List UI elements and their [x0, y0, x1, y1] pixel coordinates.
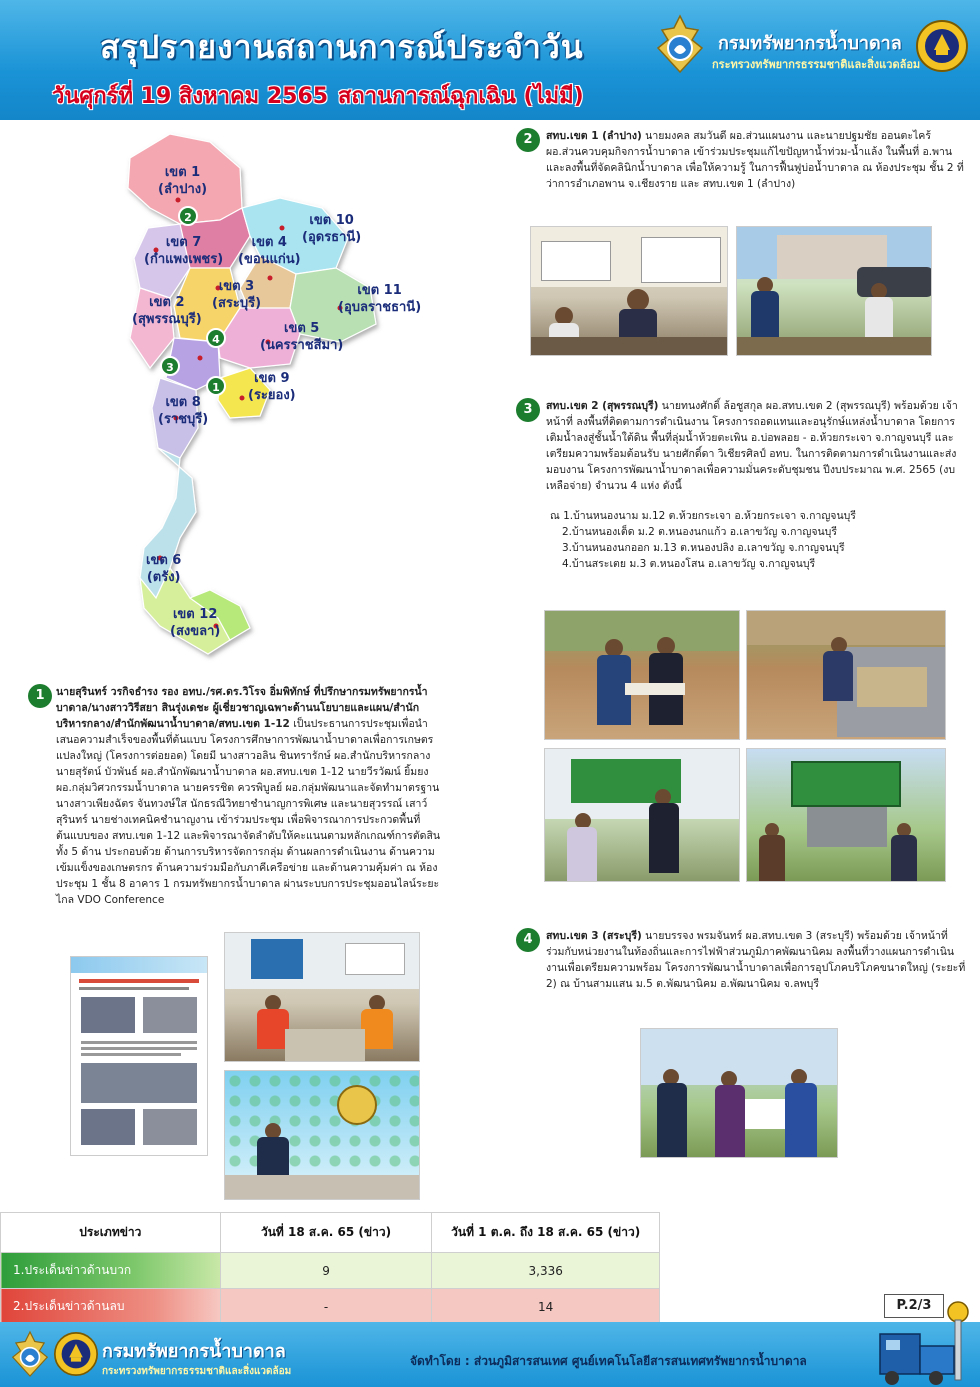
zone-name: เขต 8 — [165, 395, 201, 410]
emergency-status: สถานการณ์ฉุกเฉิน (ไม่มี) — [338, 84, 584, 109]
table-row-negative — [1, 1289, 660, 1325]
photo-vdo-conference — [224, 1070, 420, 1200]
item-number-badge: 4 — [516, 928, 540, 952]
region-label-zone5 — [260, 320, 343, 354]
list-item: 3.บ้านหนองนกออก ม.13 ต.หนองปลิง อ.เลาขวัญ จ.กาญจนบุรี — [562, 542, 845, 554]
region-label-zone8 — [158, 394, 208, 428]
item-3-location-list — [546, 508, 966, 572]
zone-province: (อุบลราชธานี) — [338, 300, 422, 315]
photo-meeting-conference — [224, 932, 420, 1062]
item-number-badge: 1 — [28, 684, 52, 708]
zone-province: (สงขลา) — [170, 624, 221, 639]
zone-province: (ราชบุรี) — [158, 412, 209, 427]
footer-producer: จัดทำโดย : ส่วนภูมิสารสนเทศ ศูนย์เทคโนโลยีสารสนเทศทรัพยากรน้ำบาดาล — [410, 1354, 807, 1368]
zone-name: เขต 9 — [254, 371, 290, 386]
map-marker-2: 2 — [178, 206, 198, 226]
photo-site-inspection-1 — [544, 610, 740, 740]
item-4-body: นายบรรจง พรมจันทร์ ผอ.สทบ.เขต 3 (สระบุรี) พร้อมด้วย เจ้าหน้าที่ ร่วมกับหน่วยงานในท้องถิ่นและการไฟฟ้าส่วนภูมิภาคพัฒนานิคม ลงพื้นที่วางแผนการดำเนินงานเพื่อเตรียมความพร้อม โครงการพัฒนาน้ำบาดาลเพื่อการอุปโภคบริโภคขนาดใหญ่ (ระยะที่ 2) ณ บ้านสามแสน ม.5 ต.พัฒนานิคม อ.พัฒนานิคม จ.ลพบุรี — [546, 930, 966, 990]
region-label-zone6 — [146, 552, 181, 586]
zone-name: เขต 4 — [251, 235, 287, 250]
groundwater-dept-emblem-icon — [8, 1330, 52, 1378]
region-label-zone10 — [302, 212, 361, 246]
zone-province: (อุดรธานี) — [302, 230, 362, 245]
header-banner — [0, 0, 980, 120]
page-title: สรุปรายงานสถานการณ์ประจำวัน — [100, 28, 584, 66]
footer-ministry-name: กระทรวงทรัพยากรธรรมชาติและสิ่งแวดล้อม — [102, 1366, 292, 1377]
zone-name: เขต 1 — [164, 165, 201, 180]
zone-province: (ตรัง) — [146, 570, 181, 585]
item-2-body: นายมงคล สมวันดี ผอ.ส่วนแผนงาน และนายปฐมชัย ออนตะไคร้ ผอ.ส่วนควบคุมกิจการน้ำบาดาล เข้าร่วมประชุมแก้ไขปัญหาน้ำท่วม-น้ำแล้ง ในพื้นที่ อ.พาน และลงพื้นที่จัดคลินิกน้ำบาดาล เพื่อให้ความรู้ ในการฟื้นฟูบ่อน้ำบาดาล ณ ห้องประชุม ชั้น 2 ที่ว่าการอำเภอพาน จ.เชียงราย และ สทบ.เขต 1 (ลำปาง) — [546, 130, 964, 190]
groundwater-dept-emblem-icon — [652, 14, 708, 74]
region-label-zone12 — [170, 606, 220, 640]
report-date: วันศุกร์ที่ 19 สิงหาคม 2565 — [52, 84, 329, 109]
news-summary-table — [0, 1212, 660, 1325]
map-marker-3: 3 — [160, 356, 180, 376]
list-item: ณ 1.บ้านหนองนาม ม.12 ต.ห้วยกระเจา อ.ห้วยกระเจา จ.กาญจนบุรี — [550, 510, 856, 522]
item-2-heading: สทบ.เขต 1 (ลำปาง) — [546, 130, 642, 142]
item-1-body: เป็นประธานการประชุมเพื่อนำเสนอความสำเร็จของพื้นที่ต้นแบบ โครงการศึกษาการพัฒนาน้ำบาดาลเพื่อการเกษตรแปลงใหญ่ (โครงการต่อยอด) โดยมี นางสาวอลิน ชินทรารักษ์ ผอ.สำนักบริหารกลาง นายสุรัตน์ บัวพันธ์ ผอ.สำนักพัฒนาน้ำบาดาล ผอ.สทบ.เขต 1-12 นายวีรวัฒน์ ยิ้มยง ผอ.กลุ่มวิศวกรรมน้ำบาดาล นายครรชิต ควรพิบูลย์ ผอ.กลุ่มพัฒนาและจัดทำมาตรฐาน นางสาวเพียงฉัตร จันทวงษ์ใส นักธรณีวิทยาชำนาญการพิเศษ และนายสุวรรณ์ เสาว์สุรินทร์ นายช่างเทคนิคชำนาญงาน เข้าร่วมประชุม เพื่อพิจารณาการประกวดพื้นที่ต้นแบบของ สทบ.เขต 1-12 และพิจารณาจัดลำดับให้คะแนนตามหลักเกณฑ์การตัดสินทั้ง 5 ด้าน ประกอบด้วย ด้านการบริหารจัดการกลุ่ม ด้านผลการดำเนินงาน ด้านความเข้มแข็งของเกษตรกร ด้านความร่วมมือกับภาคีเครือข่าย และด้านความคุ้มค่า ณ ห้องประชุม 1 ชั้น 8 อาคาร 1 กรมทรัพยากรน้ำบาดาล ผ่านระบบการประชุมออนไลน์ระยะไกล VDO Conference — [56, 718, 441, 906]
zone-province: (สระบุรี) — [212, 296, 262, 311]
photo-meeting-room — [530, 226, 728, 356]
photo-planning-site — [640, 1028, 838, 1158]
zone-name: เขต 6 — [146, 553, 182, 568]
table-cell-day: 9 — [220, 1253, 432, 1289]
photo-handover-1 — [544, 748, 740, 882]
zone-name: เขต 10 — [309, 213, 354, 228]
region-label-zone7 — [144, 234, 223, 268]
list-item: 2.บ้านหนองเต็ด ม.2 ต.หนองนกแก้ว อ.เลาขวัญ จ.กาญจนบุรี — [562, 526, 837, 538]
item-number-badge: 2 — [516, 128, 540, 152]
zone-province: (ลำปาง) — [158, 182, 208, 197]
thailand-region-map — [100, 128, 440, 668]
zone-name: เขต 11 — [357, 283, 402, 298]
zone-name: เขต 3 — [218, 279, 255, 294]
col-header-type: ประเภทข่าว — [1, 1213, 221, 1253]
photo-field-visit — [736, 226, 932, 356]
ministry-name: กระทรวงทรัพยากรธรรมชาติและสิ่งแวดล้อม — [712, 58, 921, 71]
org-name: กรมทรัพยากรน้ำบาดาล — [718, 33, 902, 54]
map-marker-4: 4 — [206, 328, 226, 348]
region-label-zone11 — [338, 282, 421, 316]
region-label-zone3 — [212, 278, 261, 312]
ministry-seal-icon — [54, 1332, 98, 1376]
zone-name: เขต 7 — [165, 235, 202, 250]
page-number: P.2/3 — [884, 1294, 944, 1318]
zone-name: เขต 2 — [149, 295, 185, 310]
region-label-zone9 — [248, 370, 296, 404]
item-3-heading: สทบ.เขต 2 (สุพรรณบุรี) — [546, 400, 659, 412]
table-row-positive — [1, 1253, 660, 1289]
item-1-text — [56, 684, 446, 908]
drilling-rig-icon — [872, 1300, 980, 1387]
photo-site-inspection-2 — [746, 610, 946, 740]
photo-handover-2 — [746, 748, 946, 882]
region-label-zone2 — [132, 294, 202, 328]
table-cell-category: 1.ประเด็นข่าวด้านบวก — [1, 1253, 221, 1289]
table-cell-total: 3,336 — [432, 1253, 660, 1289]
item-2-text — [546, 128, 966, 192]
photo-report-document — [70, 956, 208, 1156]
item-3-body: นายทนงศักดิ์ ล้อชูสกุล ผอ.สทบ.เขต 2 (สุพรรณบุรี) พร้อมด้วย เจ้าหน้าที่ ลงพื้นที่ติดตามการดำเนินงาน โครงการถอดแทนและอนุรักษ์แหล่งน้ำบาดาล โดยการเติมน้ำลงสู่ชั้นน้ำใต้ดิน พื้นที่ลุ่มน้ำห้วยตะเพิน อ.บ่อพลอย - อ.ห้วยกระเจา จ.กาญจนบุรี และเตรียมความพร้อมต้อนรับ นายศักดิ์ดา วิเชียรศิลป์ อทบ. ในการติดตามการดำเนินงานและส่งมอบงาน โครงการพัฒนาน้ำบาดาลเพื่อความมั่นคระดับชุมชน ปีงบประมาณ พ.ศ. 2565 (งบเหลือจ่าย) จำนวน 4 แห่ง ดังนี้ — [546, 400, 958, 492]
item-1-heading: นายสุรินทร์ วรกิจธำรง รอง อทบ./รศ.ดร.วิโรจ อิ่มพิทักษ์ ที่ปรึกษากรมทรัพยากรน้ำบาดาล/นางสาววิรีสยา สินรุ่งเดชะ ผู้เชี่ยวชาญเฉพาะด้านนโยบายและแผน/สำนักบริหารกลาง/สำนักพัฒนาน้ำบาดาล/สทบ.เขต 1-12 — [56, 686, 428, 730]
table-cell-total: 14 — [432, 1289, 660, 1325]
zone-province: (ขอนแก่น) — [238, 252, 301, 267]
item-4-heading: สทบ.เขต 3 (สระบุรี) — [546, 930, 642, 942]
footer-org-name: กรมทรัพยากรน้ำบาดาล — [102, 1341, 286, 1362]
table-cell-category: 2.ประเด็นข่าวด้านลบ — [1, 1289, 221, 1325]
col-header-day: วันที่ 18 ส.ค. 65 (ข่าว) — [220, 1213, 432, 1253]
item-4-text — [546, 928, 966, 992]
item-3-text — [546, 398, 966, 494]
table-header-row — [1, 1213, 660, 1253]
footer-banner — [0, 1322, 980, 1387]
zone-province: (กำแพงเพชร) — [144, 252, 224, 267]
region-label-zone4 — [238, 234, 301, 268]
map-marker-1: 1 — [206, 376, 226, 396]
table-cell-day: - — [220, 1289, 432, 1325]
zone-province: (ระยอง) — [248, 388, 296, 403]
zone-name: เขต 12 — [172, 607, 218, 622]
zone-province: (นครราชสีมา) — [260, 338, 344, 353]
zone-name: เขต 5 — [284, 321, 320, 336]
item-number-badge: 3 — [516, 398, 540, 422]
region-label-zone1 — [158, 164, 207, 198]
ministry-seal-icon — [916, 20, 968, 72]
zone-province: (สุพรรณบุรี) — [132, 312, 202, 327]
col-header-total: วันที่ 1 ต.ค. ถึง 18 ส.ค. 65 (ข่าว) — [432, 1213, 660, 1253]
list-item: 4.บ้านสระเตย ม.3 ต.หนองโสน อ.เลาขวัญ จ.กาญจนบุรี — [562, 558, 816, 570]
